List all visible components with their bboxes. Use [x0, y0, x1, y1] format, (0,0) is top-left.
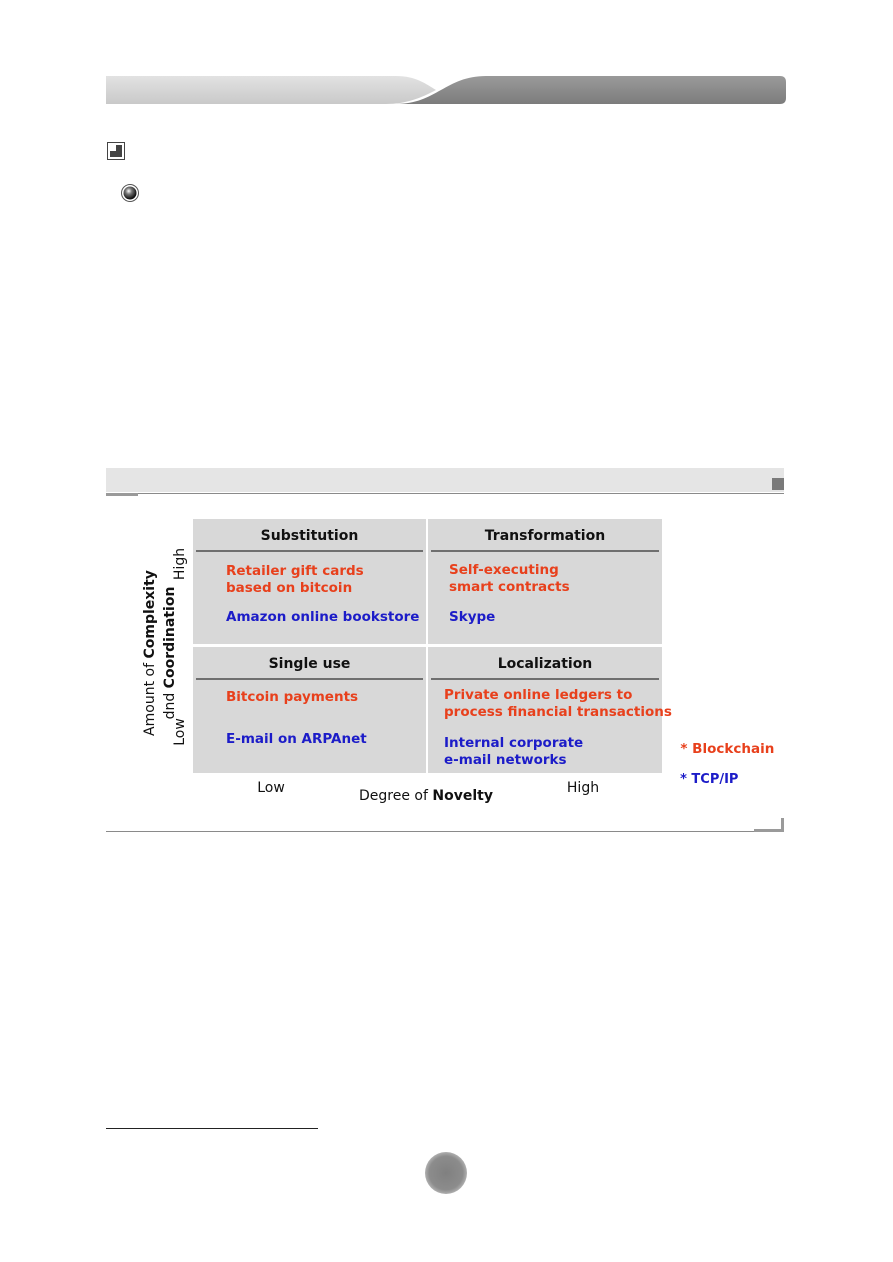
- grid-square-icon: [107, 142, 125, 160]
- y-axis-high-label: High: [172, 547, 188, 581]
- quadrant-transformation: [428, 519, 662, 644]
- figure-bottom-rule: [106, 831, 784, 832]
- legend-item-blockchain: [671, 724, 774, 758]
- tcpip-example: Amazon online bookstore: [226, 609, 420, 625]
- figure-bar-marker: [772, 478, 784, 490]
- legend-marker: *: [680, 772, 687, 787]
- quadrant-title: Single use: [268, 656, 351, 672]
- figure-corner-bottom-right: [754, 829, 784, 832]
- radio-bullet-icon: [121, 184, 139, 202]
- x-axis-title-bold: Novelty: [432, 788, 493, 804]
- quadrant-substitution: [193, 519, 426, 644]
- tcpip-example: Skype: [449, 609, 496, 625]
- page-number-badge-icon: [423, 1150, 469, 1196]
- figure-corner-top-left: [106, 493, 138, 496]
- blockchain-example: Retailer gift cards based on bitcoin: [226, 563, 364, 596]
- quadrant-title: Localization: [497, 656, 593, 672]
- legend-item-tcpip: [671, 754, 738, 788]
- quadrant-single-use: [193, 647, 426, 773]
- legend-marker: *: [680, 741, 688, 757]
- footnote-rule: [106, 1128, 318, 1129]
- blockchain-example: Bitcoin payments: [226, 689, 359, 705]
- tcpip-example: E-mail on ARPAnet: [226, 731, 367, 747]
- x-axis-low-label: Low: [257, 780, 285, 796]
- quadrant-title: Transformation: [484, 528, 606, 544]
- x-axis-title: [326, 788, 526, 804]
- quadrant-title: Substitution: [260, 528, 359, 544]
- x-axis-high-label: High: [566, 780, 600, 796]
- y-axis-title-line1: Amount of: [142, 658, 158, 736]
- figure-corner-bottom-right-vert: [781, 818, 784, 832]
- y-axis-low-label: Low: [172, 718, 188, 746]
- header-banner: [106, 76, 786, 104]
- y-axis-title-line2: dnd: [162, 688, 178, 720]
- legend-label: TCP/IP: [691, 772, 739, 787]
- y-axis-title-line1-bold: Complexity: [142, 570, 158, 659]
- figure-top-rule: [106, 493, 784, 494]
- figure-caption-bar: [106, 468, 784, 492]
- blockchain-example: Self-executing smart contracts: [449, 562, 570, 595]
- blockchain-example: Private online ledgers to process financial transactions: [444, 687, 672, 720]
- y-axis-title-line2-bold: Coordination: [162, 586, 178, 689]
- quadrant-localization: [428, 647, 672, 773]
- x-axis-title-plain: Degree of: [359, 788, 433, 804]
- tcpip-example: Internal corporate e-mail networks: [444, 735, 584, 768]
- legend-label: Blockchain: [692, 741, 775, 757]
